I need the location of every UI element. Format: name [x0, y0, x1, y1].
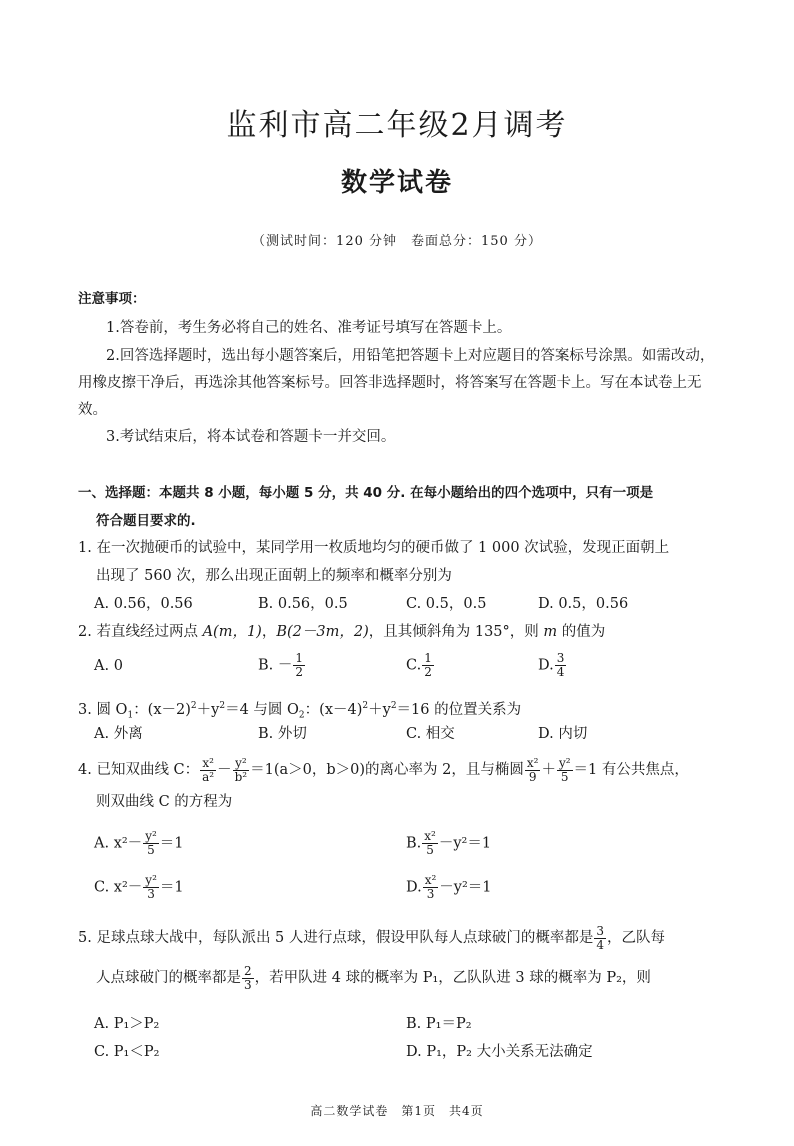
- question-4-line1: 4. 已知双曲线 C： $\frac{\text{x²}}{\text{a²}}$ － $\frac{\text{y²}}{\text{b²}}$ ＝1(a＞0，b＞0)的离心率为 2，且与椭圆 $\frac{\text{x²}}{9}$ ＋ $\frac{\text{y²}}{5}$ ＝1 有公共焦点，: [78, 755, 689, 784]
- question-3: [78, 692, 728, 730]
- question-5-line1: 5. 足球点球大战中，每队派出 5 人进行点球，假设甲队每人点球破门的概率都是 $\frac{3}{4}$ ，乙队每: [78, 923, 666, 952]
- question-1-option-c: C. 0.5，0.5: [406, 596, 487, 612]
- exam-title: 监利市高二年级2月调考: [226, 108, 568, 143]
- page-footer: 高二数学试卷 第1页 共4页: [310, 1104, 484, 1118]
- question-1-option-b: B. 0.56，0.5: [258, 596, 348, 612]
- question-1-line2: 出现了 560 次，那么出现正面朝上的频率和概率分别为: [96, 568, 452, 584]
- question-1-option-d: D. 0.5，0.56: [538, 596, 629, 612]
- question-5-option-b: B. P₁＝P₂: [406, 1016, 472, 1032]
- notice-item-3: 3.考试结束后，将本试卷和答题卡一并交回。: [106, 429, 396, 445]
- question-3-option-a: A. 外离: [94, 726, 143, 742]
- question-2-stem: 2. 若直线经过两点 A(m，1)，B(2－3m，2)，且其倾斜角为 135°，则 m 的值为: [78, 624, 606, 640]
- notice-heading: 注意事项：: [78, 291, 146, 307]
- question-4-option-c: C. x²－ $\frac{\text{y²}}{3}$ ＝1: [94, 873, 184, 901]
- exam-subtitle: 数学试卷: [340, 168, 453, 198]
- point-a: A(m，1): [202, 624, 262, 640]
- question-3-stem: 3. 圆 $O_1$：$(x-2)^2+y^2=4$ 与圆 $O_2$：$(x-4)^2+y^2=16$ 的位置关系为: [78, 701, 522, 721]
- question-4-option-d: D. $\frac{\text{x²}}{3}$ －y²＝1: [406, 873, 492, 901]
- question-3-option-b: B. 外切: [258, 726, 307, 742]
- question-5-option-d: D. P₁，P₂ 大小关系无法确定: [406, 1044, 593, 1060]
- question-4-line2: 则双曲线 C 的方程为: [96, 794, 233, 810]
- question-2-option-c: C. $\frac{1}{2}$: [406, 651, 432, 679]
- section-1-heading-line2: 符合题目要求的.: [96, 513, 196, 529]
- question-5-option-a: A. P₁＞P₂: [94, 1016, 160, 1032]
- question-5-option-c: C. P₁＜P₂: [94, 1044, 160, 1060]
- question-4: [78, 756, 728, 816]
- section-1-heading-line1: 一、选择题：本题共 8 小题，每小题 5 分，共 40 分. 在每小题给出的四个选项中，只有一项是: [78, 485, 654, 501]
- question-2-option-d: D. $\frac{3}{4}$: [538, 651, 565, 679]
- question-3-option-c: C. 相交: [406, 726, 455, 742]
- question-2: [78, 618, 728, 646]
- question-2-option-b: B. － $\frac{1}{2}$: [258, 651, 304, 679]
- question-3-option-d: D. 内切: [538, 726, 588, 742]
- question-1-option-a: A. 0.56，0.56: [94, 596, 193, 612]
- question-4-option-b: B. $\frac{\text{x²}}{5}$ －y²＝1: [406, 829, 492, 857]
- question-5: [78, 924, 728, 992]
- point-b: B(2－3m，2): [276, 624, 369, 640]
- notice-item-1: 1.答卷前，考生务必将自己的姓名、准考证号填写在答题卡上。: [106, 320, 512, 336]
- notice-item-2: 2.回答选择题时，选出每小题答案后，用铅笔把答题卡上对应题目的答案标号涂黑。如需改动，用橡皮擦干净后，再选涂其他答案标号。回答非选择题时，将答案写在答题卡上。写在本试卷上无效。: [78, 348, 715, 418]
- question-2-option-a: A. 0: [94, 658, 123, 674]
- question-1-line1: 1. 在一次抛硬币的试验中，某同学用一枚质地均匀的硬币做了 1 000 次试验，发现正面朝上: [78, 540, 670, 556]
- question-1: [78, 534, 728, 590]
- question-4-option-a: A. x²－ $\frac{\text{y²}}{5}$ ＝1: [94, 829, 184, 857]
- exam-time-info: （测试时间：120 分钟 卷面总分：150 分）: [252, 234, 542, 249]
- section-1-heading: [78, 479, 722, 535]
- question-5-line2: 人点球破门的概率都是 $\frac{2}{3}$ ，若甲队进 4 球的概率为 P₁，乙队队进 3 球的概率为 P₂，则: [96, 963, 651, 992]
